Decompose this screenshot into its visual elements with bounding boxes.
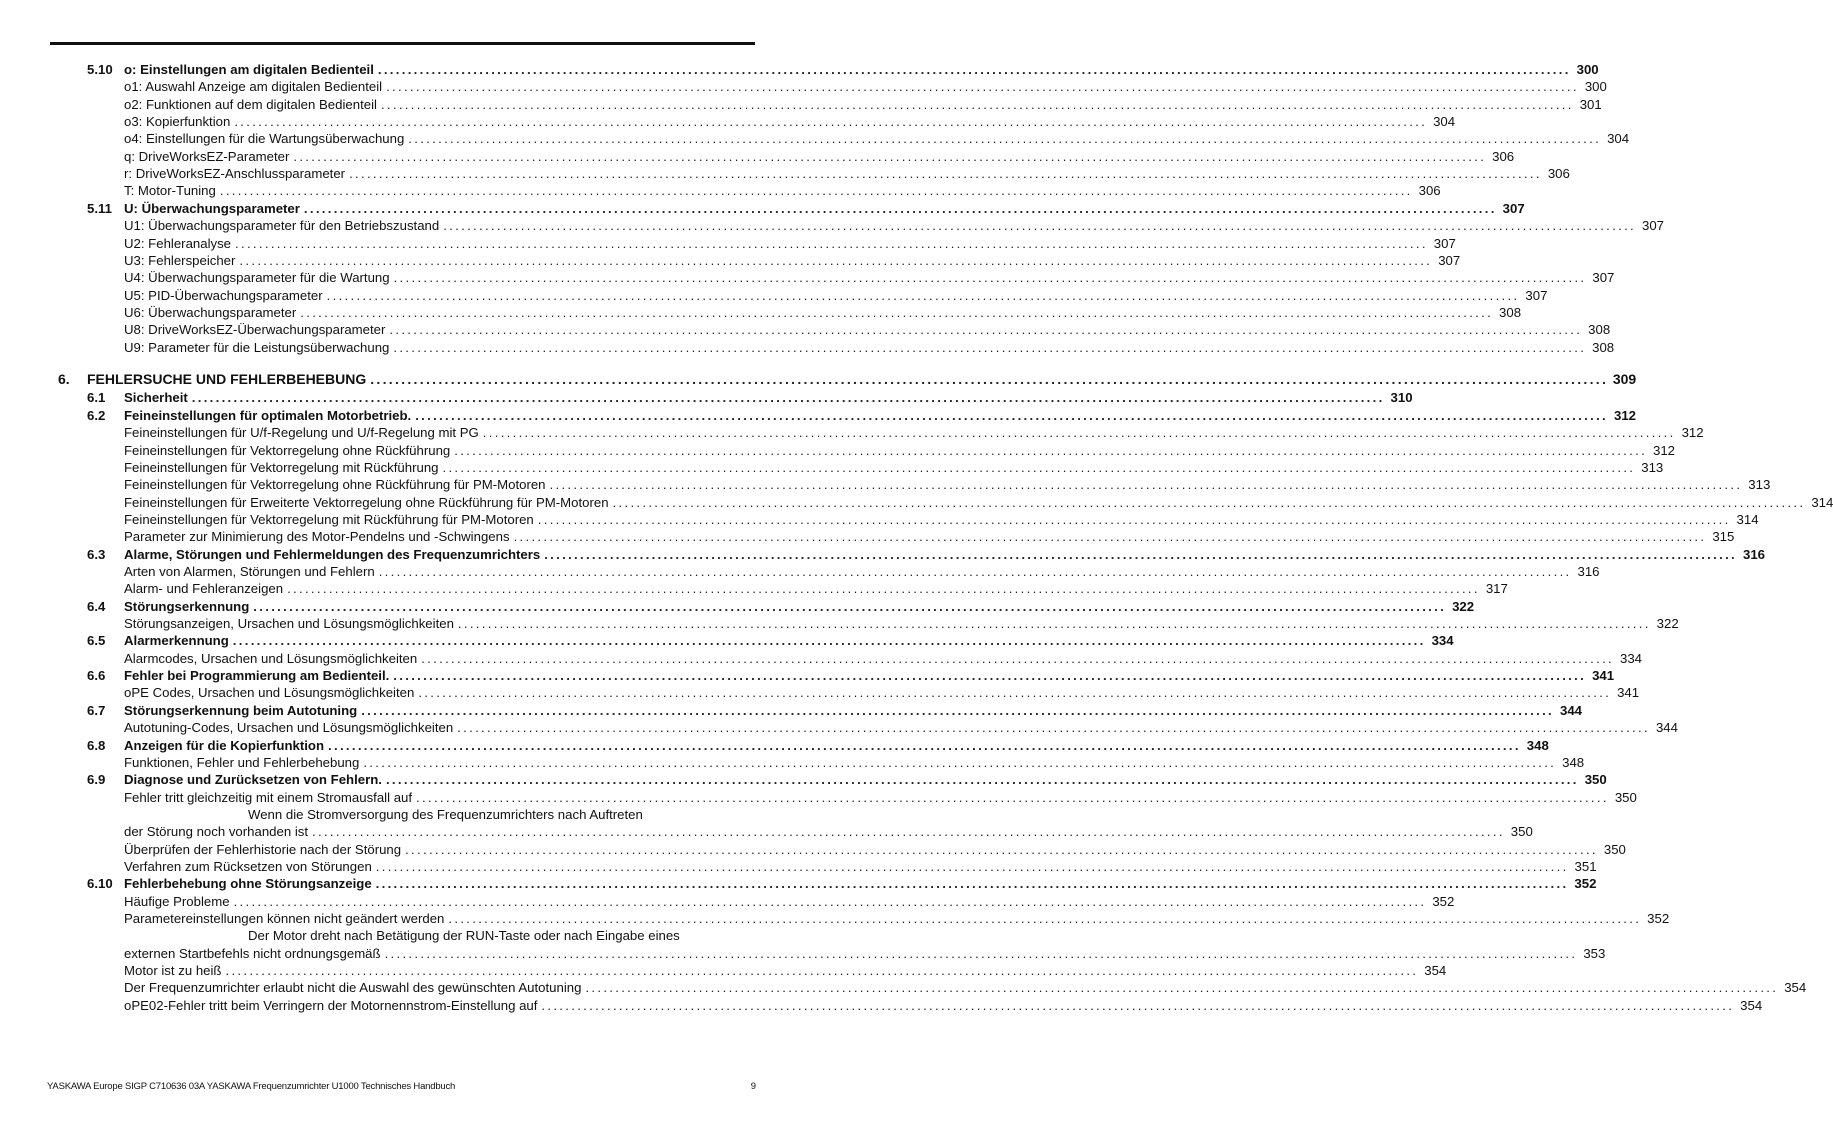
toc-entry-page-number: 322 — [1656, 616, 1679, 631]
toc-entry-continued-line — [124, 806, 917, 823]
toc-entry-title: U4: Überwachungsparameter für die Wartung — [124, 270, 390, 286]
toc-entry-title: Feineinstellungen für Vektorregelung mit Rückführung für PM-Motoren — [124, 511, 534, 527]
toc-section-entry — [0, 667, 1615, 684]
toc-section-entry — [0, 389, 1413, 406]
toc-entry-leader-line — [124, 702, 1582, 719]
dot-leader: ........................................................................................................................................................................................................ — [457, 616, 1651, 631]
toc-subsection-entry — [0, 789, 1637, 806]
toc-entry-leader-line — [124, 684, 1640, 701]
toc-chapter-entry — [0, 370, 1637, 388]
toc-entry-leader-line — [124, 632, 1454, 649]
toc-entry-number: 6. — [58, 370, 70, 387]
dot-leader: ........................................................................................................................................................................................................ — [349, 166, 1542, 182]
dot-leader: ........................................................................................................................................................................................................ — [408, 131, 1602, 147]
toc-entry-title: Diagnose und Zurücksetzen von Fehlern. — [124, 772, 382, 788]
toc-entry-page-number: 314 — [1736, 511, 1759, 527]
dot-leader: ........................................................................................................................................................................................................ — [454, 442, 1648, 458]
dot-leader: ........................................................................................................................................................................................................ — [448, 911, 1642, 926]
dot-leader: ........................................................................................................................................................................................................ — [378, 564, 1572, 579]
toc-entry-page-number: 308 — [1592, 339, 1615, 355]
toc-section-entry — [0, 61, 1599, 78]
dot-leader: ........................................................................................................................................................................................................ — [380, 96, 1574, 112]
toc-entry-page-number: 304 — [1433, 114, 1456, 130]
top-rule — [50, 42, 755, 45]
toc-entry-title: Der Motor dreht nach Betätigung der RUN-Taste oder nach Eingabe eines — [248, 928, 680, 944]
toc-entry-number: 6.7 — [87, 702, 106, 718]
toc-entry-page-number: 306 — [1547, 166, 1570, 182]
toc-subsection-entry — [0, 130, 1630, 147]
toc-subsection-entry — [0, 823, 1533, 840]
dot-leader: ........................................................................................................................................................................................................ — [416, 789, 1609, 805]
toc-subsection-entry — [0, 476, 1771, 493]
toc-entry-title: U3: Fehlerspeicher — [124, 252, 236, 268]
toc-entry-title: o2: Funktionen auf dem digitalen Bedienteil — [124, 96, 377, 112]
dot-leader: ........................................................................................................................................................................................................ — [585, 980, 1779, 996]
toc-entry-leader-line — [124, 962, 1447, 979]
toc-subsection-entry — [0, 528, 1735, 545]
toc-entry-page-number: 352 — [1647, 911, 1670, 926]
toc-entry-title: Arten von Alarmen, Störungen und Fehlern — [124, 564, 375, 579]
toc-entry-title: Überprüfen der Fehlerhistorie nach der Störung — [124, 841, 402, 857]
toc-entry-number: 6.6 — [87, 668, 106, 684]
toc-subsection-entry — [0, 182, 1441, 199]
toc-entry-leader-line — [124, 407, 1636, 424]
toc-entry-number: 5.11 — [87, 200, 112, 216]
dot-leader: ........................................................................................................................................................................................................ — [191, 390, 1385, 406]
toc-entry-leader-line — [124, 546, 1765, 563]
toc-entry-leader-line — [124, 771, 1607, 788]
dot-leader: ........................................................................................................................................................................................................ — [393, 339, 1587, 355]
toc-entry-page-number: 354 — [1740, 997, 1763, 1013]
toc-subsection-entry — [0, 321, 1611, 338]
dot-leader: ........................................................................................................................................................................................................ — [326, 287, 1520, 303]
toc-entry-page-number: 351 — [1574, 858, 1597, 874]
toc-subsection-entry — [0, 269, 1615, 286]
toc-entry-leader-line — [124, 339, 1615, 356]
toc-entry-title: Feineinstellungen für Vektorregelung ohne Rückführung — [124, 442, 451, 458]
toc-entry-leader-line — [124, 945, 1606, 962]
toc-entry-page-number: 350 — [1584, 772, 1607, 788]
toc-entry-page-number: 307 — [1592, 270, 1615, 286]
toc-subsection-entry — [0, 684, 1640, 701]
toc-entry-leader-line — [124, 580, 1508, 597]
dot-leader: ........................................................................................................................................................................................................ — [239, 252, 1433, 268]
toc-entry-leader-line — [87, 370, 1637, 388]
toc-subsection-entry — [0, 580, 1508, 597]
dot-leader: ........................................................................................................................................................................................................ — [421, 650, 1614, 666]
dot-leader: ........................................................................................................................................................................................................ — [393, 270, 1587, 286]
dot-leader: ........................................................................................................................................................................................................ — [541, 997, 1735, 1013]
toc-entry-leader-line — [124, 442, 1676, 459]
dot-leader: ........................................................................................................................................................................................................ — [328, 737, 1521, 753]
toc-subsection-entry — [0, 96, 1602, 113]
dot-leader: ........................................................................................................................................................................................................ — [235, 235, 1428, 251]
dot-leader: ........................................................................................................................................................................................................ — [393, 668, 1587, 684]
toc-entry-title: Alarmcodes, Ursachen und Lösungsmöglichkeiten — [124, 650, 418, 666]
toc-subsection-entry — [0, 424, 1704, 441]
toc-entry-title: U5: PID-Überwachungsparameter — [124, 287, 323, 303]
toc-entry-leader-line — [124, 476, 1771, 493]
toc-entry-page-number: 348 — [1562, 754, 1585, 770]
toc-entry-number: 6.1 — [87, 390, 106, 406]
toc-section-entry — [0, 598, 1475, 615]
toc-entry-title: Feineinstellungen für Erweiterte Vektorregelung ohne Rückführung für PM-Motoren — [124, 494, 609, 510]
toc-section-entry — [0, 702, 1582, 719]
toc-entry-page-number: 312 — [1681, 425, 1704, 441]
toc-entry-page-number: 307 — [1641, 218, 1664, 234]
toc-entry-title: externen Startbefehls nicht ordnungsgemäß — [124, 945, 381, 961]
dot-leader: ........................................................................................................................................................................................................ — [287, 581, 1480, 597]
toc-entry-title: Fehler bei Programmierung am Bedienteil. — [124, 668, 390, 684]
toc-entry-title: oPE02-Fehler tritt beim Verringern der Motornennstrom-Einstellung auf — [124, 997, 538, 1013]
toc-entry-title: Funktionen, Fehler und Fehlerbehebung — [124, 754, 360, 770]
toc-entry-leader-line — [124, 61, 1599, 78]
dot-leader: ........................................................................................................................................................................................................ — [415, 407, 1608, 423]
dot-leader: ........................................................................................................................................................................................................ — [303, 200, 1497, 216]
toc-entry-leader-line — [124, 424, 1704, 441]
dot-leader: ........................................................................................................................................................................................................ — [225, 963, 1419, 978]
toc-entry-number: 6.9 — [87, 772, 106, 788]
dot-leader: ........................................................................................................................................................................................................ — [405, 841, 1598, 857]
toc-entry-title: Häufige Probleme — [124, 893, 230, 909]
toc-entry-page-number: 300 — [1576, 62, 1599, 77]
toc-subsection-entry — [0, 113, 1456, 130]
toc-entry-leader-line — [124, 650, 1642, 667]
dot-leader: ........................................................................................................................................................................................................ — [234, 114, 1428, 130]
toc-entry-leader-line — [124, 182, 1441, 199]
toc-entry-leader-line — [124, 737, 1549, 754]
toc-subsection-entry — [0, 217, 1664, 234]
toc-entry-leader-line — [124, 165, 1570, 182]
toc-entry-leader-line — [124, 754, 1585, 771]
toc-entry-number: 6.4 — [87, 598, 106, 614]
toc-entry-leader-line — [124, 200, 1525, 217]
toc-entry-title: Anzeigen für die Kopierfunktion — [124, 737, 325, 753]
toc-entry-title: Wenn die Stromversorgung des Frequenzumrichters nach Auftreten — [248, 806, 643, 822]
toc-entry-page-number: 313 — [1641, 459, 1664, 475]
toc-entry-title: der Störung noch vorhanden ist — [124, 824, 309, 840]
toc-entry-title: Sicherheit — [124, 390, 188, 406]
toc-subsection-entry — [0, 563, 1600, 580]
dot-leader: ........................................................................................................................................................................................................ — [389, 322, 1583, 338]
dot-leader: ........................................................................................................................................................................................................ — [443, 218, 1636, 234]
dot-leader: ........................................................................................................................................................................................................ — [385, 772, 1579, 788]
dot-leader: ........................................................................................................................................................................................................ — [233, 893, 1427, 909]
toc-entry-title: o1: Auswahl Anzeige am digitalen Bedienteil — [124, 79, 383, 95]
toc-entry-leader-line — [124, 287, 1548, 304]
toc-subsection-entry — [0, 339, 1615, 356]
toc-entry-page-number: 344 — [1655, 720, 1678, 736]
toc-entry-leader-line — [124, 997, 1763, 1014]
toc-entry-number: 6.10 — [87, 876, 113, 892]
toc-entry-leader-line — [124, 910, 1670, 927]
dot-leader: ........................................................................................................................................................................................................ — [361, 702, 1554, 718]
toc-entry-title: Störungsanzeigen, Ursachen und Lösungsmöglichkeiten — [124, 616, 454, 631]
toc-section-entry — [0, 771, 1607, 788]
toc-entry-title: oPE Codes, Ursachen und Lösungsmöglichkeiten — [124, 685, 415, 701]
dot-leader: ........................................................................................................................................................................................................ — [549, 477, 1743, 493]
toc-entry-page-number: 304 — [1607, 131, 1630, 147]
toc-entry-leader-line — [124, 304, 1522, 321]
toc-entry-title: Alarme, Störungen und Fehlermeldungen des Frequenzumrichters — [124, 546, 541, 562]
toc-entry-title: U: Überwachungsparameter — [124, 200, 300, 216]
toc-entry-page-number: 334 — [1619, 650, 1642, 666]
toc-subsection-entry — [0, 962, 1447, 979]
dot-leader: ........................................................................................................................................................................................................ — [457, 720, 1650, 736]
dot-leader: ........................................................................................................................................................................................................ — [375, 876, 1569, 892]
toc-entry-title: U6: Überwachungsparameter — [124, 304, 297, 320]
toc-section-entry — [0, 632, 1454, 649]
toc-entry-leader-line — [124, 389, 1413, 406]
dot-leader: ........................................................................................................................................................................................................ — [312, 824, 1505, 840]
toc-entry-leader-line — [124, 252, 1461, 269]
toc-subsection-entry — [0, 754, 1585, 771]
toc-section-entry — [0, 737, 1549, 754]
toc-entry-title: Fehlerbehebung ohne Störungsanzeige — [124, 876, 372, 892]
toc-entry-title: Fehler tritt gleichzeitig mit einem Stromausfall auf — [124, 789, 413, 805]
toc-entry-leader-line — [124, 130, 1630, 147]
toc-entry-leader-line — [124, 719, 1678, 736]
toc-entry-page-number: 350 — [1603, 841, 1626, 857]
toc-entry-page-number: 307 — [1525, 287, 1548, 303]
dot-leader: ........................................................................................................................................................................................................ — [386, 79, 1579, 95]
toc-entry-leader-line — [124, 528, 1735, 545]
toc-entry-leader-line — [124, 789, 1637, 806]
toc-entry-page-number: 353 — [1583, 945, 1606, 961]
toc-entry-leader-line — [124, 217, 1664, 234]
toc-subsection-entry — [0, 252, 1461, 269]
toc-entry-page-number: 316 — [1577, 564, 1600, 579]
toc-entry-title: Parametereinstellungen können nicht geändert werden — [124, 911, 445, 926]
dot-leader: ........................................................................................................................................................................................................ — [375, 858, 1569, 874]
toc-subsection-entry — [0, 287, 1548, 304]
toc-entry-page-number: 301 — [1579, 96, 1602, 112]
toc-entry-leader-line — [124, 823, 1533, 840]
toc-entry-page-number: 341 — [1592, 668, 1615, 684]
dot-leader: ........................................................................................................................................................................................................ — [418, 685, 1612, 701]
toc-entry-page-number: 313 — [1748, 477, 1771, 493]
toc-entry-page-number: 300 — [1584, 79, 1607, 95]
toc-entry-page-number: 308 — [1588, 322, 1611, 338]
toc-subsection-entry — [0, 997, 1763, 1014]
dot-leader: ........................................................................................................................................................................................................ — [612, 494, 1806, 510]
toc-entry-page-number: 307 — [1433, 235, 1456, 251]
toc-subsection-entry — [0, 893, 1455, 910]
toc-entry-leader-line — [124, 511, 1759, 528]
toc-entry-title: r: DriveWorksEZ-Anschlussparameter — [124, 166, 346, 182]
dot-leader: ........................................................................................................................................................................................................ — [363, 754, 1557, 770]
dot-leader: ........................................................................................................................................................................................................ — [384, 945, 1578, 961]
toc-entry-title: Der Frequenzumrichter erlaubt nicht die Auswahl des gewünschten Autotuning — [124, 980, 582, 996]
toc-entry-page-number: 306 — [1492, 148, 1515, 164]
toc-entry-number: 6.5 — [87, 633, 106, 649]
toc-entry-number: 6.2 — [87, 407, 106, 423]
toc-subsection-entry — [0, 442, 1676, 459]
toc-entry-title: Verfahren zum Rücksetzen von Störungen — [124, 858, 372, 874]
toc-entry-page-number: 310 — [1390, 390, 1413, 406]
toc-entry-page-number: 316 — [1742, 546, 1765, 562]
toc-entry-title: Störungserkennung — [124, 598, 250, 614]
toc-entry-leader-line — [124, 148, 1515, 165]
toc-entry-title: Autotuning-Codes, Ursachen und Lösungsmöglichkeiten — [124, 720, 454, 736]
toc-subsection-entry — [0, 165, 1570, 182]
toc-entry-leader-line — [124, 598, 1475, 615]
toc-entry-number: 5.10 — [87, 62, 113, 77]
toc-subsection-entry — [0, 459, 1664, 476]
toc-entry-title: U1: Überwachungsparameter für den Betriebszustand — [124, 218, 440, 234]
toc-subsection-entry — [0, 511, 1759, 528]
toc-entry-title: Feineinstellungen für Vektorregelung mit Rückführung — [124, 459, 439, 475]
toc-entry-number: 6.8 — [87, 737, 106, 753]
dot-leader: ........................................................................................................................................................................................................ — [482, 425, 1676, 441]
toc-entry-page-number: 354 — [1784, 980, 1807, 996]
toc-entry-page-number: 307 — [1438, 252, 1461, 268]
toc-entry-leader-line — [124, 893, 1455, 910]
toc-subsection-entry — [0, 979, 1807, 996]
toc-entry-page-number: 322 — [1452, 598, 1475, 614]
dot-leader: ........................................................................................................................................................................................................ — [300, 304, 1494, 320]
toc-entry-leader-line — [124, 96, 1602, 113]
dot-leader: ........................................................................................................................................................................................................ — [377, 62, 1571, 77]
toc-entry-title: Feineinstellungen für U/f-Regelung und U/f-Regelung mit PG — [124, 425, 479, 441]
toc-subsection-entry — [0, 615, 1679, 632]
toc-entry-title: Störungserkennung beim Autotuning — [124, 702, 358, 718]
toc-subsection-entry — [0, 148, 1515, 165]
toc-entry-leader-line — [124, 235, 1456, 252]
toc-entry-leader-line — [124, 875, 1597, 892]
toc-entry-page-number: 306 — [1418, 183, 1441, 199]
toc-entry-leader-line — [124, 841, 1626, 858]
toc-section-entry — [0, 875, 1597, 892]
toc-entry-page-number: 350 — [1614, 789, 1637, 805]
dot-leader: ........................................................................................................................................................................................................ — [513, 529, 1707, 545]
toc-section-entry — [0, 200, 1525, 217]
footer-page-number: 9 — [750, 1081, 756, 1092]
toc-entry-page-number: 312 — [1653, 442, 1676, 458]
toc-entry-continued-line — [124, 927, 917, 944]
toc-entry-page-number: 315 — [1712, 529, 1735, 545]
dot-leader: ........................................................................................................................................................................................................ — [537, 511, 1731, 527]
toc-entry-title: U9: Parameter für die Leistungsüberwachung — [124, 339, 390, 355]
dot-leader: ........................................................................................................................................................................................................ — [293, 148, 1487, 164]
toc-section-entry — [0, 546, 1765, 563]
toc-entry-title: o4: Einstellungen für die Wartungsüberwachung — [124, 131, 405, 147]
toc-entry-title: Parameter zur Minimierung des Motor-Pendelns und -Schwingens — [124, 529, 510, 545]
dot-leader: ........................................................................................................................................................................................................ — [442, 459, 1636, 475]
toc-entry-leader-line — [124, 563, 1600, 580]
toc-entry-title: Alarm- und Fehleranzeigen — [124, 581, 284, 597]
toc-entry-title: Feineinstellungen für Vektorregelung ohne Rückführung für PM-Motoren — [124, 477, 546, 493]
toc-subsection-entry — [0, 494, 1833, 511]
toc-subsection-entry — [0, 910, 1670, 927]
toc-subsection-entry — [0, 841, 1626, 858]
toc-entry-page-number: 341 — [1617, 685, 1640, 701]
toc-entry-title: Alarmerkennung — [124, 633, 229, 649]
toc-entry-page-number: 312 — [1613, 407, 1636, 423]
toc-entry-page-number: 309 — [1612, 370, 1637, 387]
toc-entry-leader-line — [124, 321, 1611, 338]
toc-entry-title: U2: Fehleranalyse — [124, 235, 232, 251]
toc-subsection-entry — [0, 858, 1597, 875]
toc-entry-number: 6.3 — [87, 546, 106, 562]
dot-leader: ........................................................................................................................................................................................................ — [544, 546, 1737, 562]
dot-leader: ........................................................................................................................................................................................................ — [253, 598, 1447, 614]
toc-entry-title: FEHLERSUCHE UND FEHLERBEHEBUNG — [87, 370, 367, 387]
toc-entry-leader-line — [124, 615, 1679, 632]
toc-subsection-entry — [0, 78, 1607, 95]
toc-subsection-entry — [0, 304, 1522, 321]
footer-document-title: YASKAWA Europe SIGP C710636 03A YASKAWA Frequenzumrichter U1000 Technisches Handbuch — [47, 1081, 456, 1092]
toc-entry-leader-line — [124, 269, 1615, 286]
toc-entry-title: Feineinstellungen für optimalen Motorbetrieb. — [124, 407, 412, 423]
toc-entry-title: o: Einstellungen am digitalen Bedienteil — [124, 62, 374, 77]
toc-entry-page-number: 352 — [1574, 876, 1597, 892]
toc-entry-leader-line — [124, 494, 1833, 511]
dot-leader: ........................................................................................................................................................................................................ — [232, 633, 1426, 649]
toc-entry-title: q: DriveWorksEZ-Parameter — [124, 148, 290, 164]
toc-entry-page-number: 344 — [1559, 702, 1582, 718]
toc-entry-page-number: 348 — [1526, 737, 1549, 753]
toc-entry-page-number: 317 — [1485, 581, 1508, 597]
toc-section-entry — [0, 407, 1636, 424]
toc-entry-leader-line — [124, 858, 1597, 875]
toc-subsection-entry — [0, 945, 1606, 962]
toc-entry-page-number: 350 — [1510, 824, 1533, 840]
toc-entry-page-number: 314 — [1811, 494, 1833, 510]
toc-entry-page-number: 307 — [1502, 200, 1525, 216]
toc-subsection-entry — [0, 235, 1456, 252]
toc-entry-leader-line — [124, 667, 1615, 684]
toc-subsection-entry — [0, 719, 1678, 736]
toc-entry-leader-line — [124, 113, 1456, 130]
dot-leader: ........................................................................................................................................................................................................ — [219, 183, 1413, 199]
toc-entry-title: T: Motor-Tuning — [124, 183, 216, 199]
toc-entry-title: Motor ist zu heiß — [124, 963, 222, 978]
toc-entry-leader-line — [124, 459, 1664, 476]
toc-entry-page-number: 352 — [1432, 893, 1455, 909]
toc-entry-page-number: 354 — [1424, 963, 1447, 978]
toc-entry-leader-line — [124, 979, 1807, 996]
toc-subsection-entry — [0, 650, 1642, 667]
toc-entry-title: U8: DriveWorksEZ-Überwachungsparameter — [124, 322, 386, 338]
toc-entry-page-number: 334 — [1431, 633, 1454, 649]
toc-entry-leader-line — [124, 78, 1607, 95]
toc-entry-page-number: 308 — [1499, 304, 1522, 320]
dot-leader: ........................................................................................................................................................................................................ — [370, 370, 1609, 387]
toc-entry-title: o3: Kopierfunktion — [124, 114, 231, 130]
